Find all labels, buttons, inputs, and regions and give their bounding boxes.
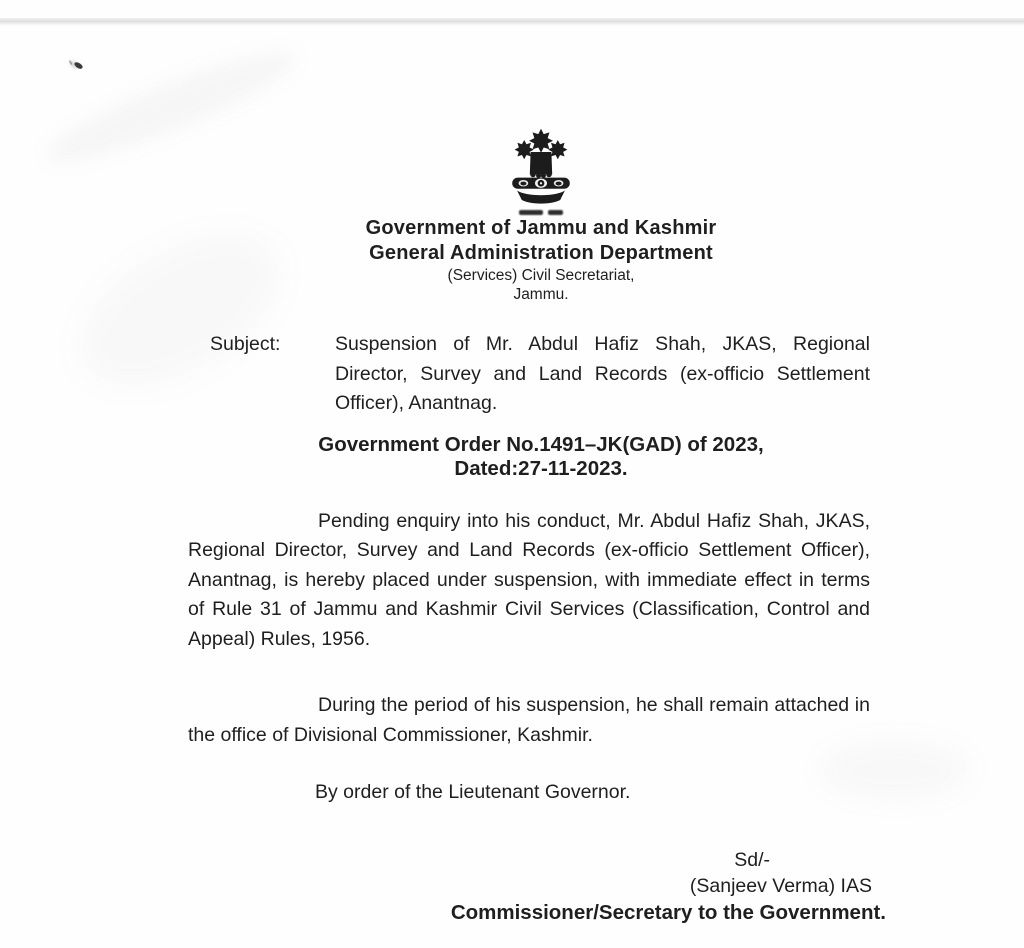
body-paragraph-2: During the period of his suspension, he shall remain attached in the office of Divisional Commissioner, Kashmir.: [188, 694, 870, 746]
india-state-emblem-icon: [501, 128, 581, 208]
signatory-designation: Commissioner/Secretary to the Government.: [450, 900, 886, 924]
signature-block: [188, 847, 886, 926]
body-paragraph-1: Pending enquiry into his conduct, Mr. Abdul Hafiz Shah, JKAS, Regional Director, Survey and Land Records (ex-officio Settlement Officer), Anantnag, is hereby placed under suspension, with immediate effect in terms of Rule 31 of Jammu and Kashmir Civil Services (Classification, Control and Appeal) Rules, 1956.: [188, 509, 870, 650]
order-date-line: Dated:27-11-2023.: [454, 457, 628, 480]
by-order-line: By order of the Lieutenant Governor.: [315, 781, 631, 803]
letterhead-secretariat-line: (Services) Civil Secretariat,: [447, 267, 635, 284]
subject-label: Subject:: [210, 333, 281, 355]
subject-text: Suspension of Mr. Abdul Hafiz Shah, JKAS, Regional Director, Survey and Land Records (ex-officio Settlement Officer), Anantnag.: [335, 333, 870, 414]
signature-sd-line: Sd/-: [734, 848, 770, 871]
signatory-name: (Sanjeev Verma) IAS: [689, 874, 872, 897]
letterhead: [200, 0, 882, 304]
order-number-line: Government Order No.1491–JK(GAD) of 2023,: [318, 432, 764, 456]
letterhead-department-line: General Administration Department: [369, 242, 713, 264]
order-heading: [200, 433, 882, 482]
subject-row: [188, 330, 870, 419]
letterhead-government-line: Government of Jammu and Kashmir: [365, 217, 717, 239]
letterhead-place-line: Jammu.: [513, 286, 569, 303]
